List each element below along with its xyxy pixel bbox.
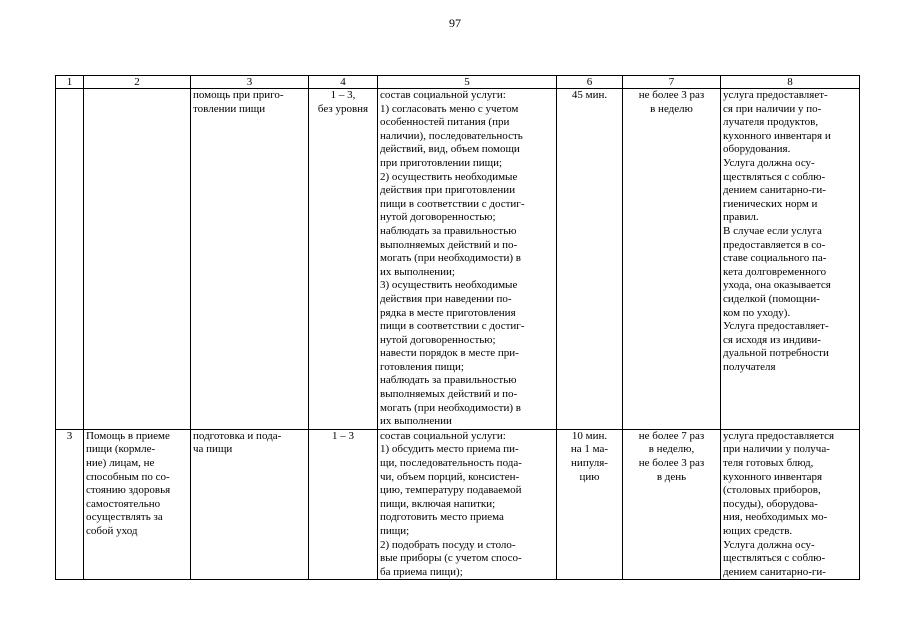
- text-line: предоставляется в со-: [723, 238, 826, 251]
- page-number: 97: [449, 16, 461, 30]
- text-line: 10 мин.: [571, 429, 608, 442]
- text-line: теля готовых блюд,: [723, 457, 814, 470]
- text-line: осуществлять за: [86, 511, 163, 524]
- text-line: подготовить место приема: [380, 511, 504, 524]
- service-content: [193, 89, 306, 116]
- text-line: щи, последовательность пода-: [380, 457, 522, 470]
- column-header: 7: [623, 76, 721, 89]
- text-line: Услуга должна осу-: [723, 538, 815, 551]
- text-line: готовления пищи;: [380, 360, 464, 373]
- text-line: при приготовлении пищи;: [380, 156, 503, 169]
- text-line: навести порядок в месте при-: [380, 347, 519, 360]
- text-line: рядка в месте приготовления: [380, 306, 516, 319]
- text-line: действия при наведении по-: [380, 292, 512, 305]
- text-line: кухонного инвентаря: [723, 470, 823, 483]
- text-line: их выполнении;: [380, 265, 455, 278]
- row-number: [58, 430, 81, 444]
- row-number-cell: [56, 89, 84, 430]
- conditions-text: [723, 89, 857, 374]
- text-line: ком по уходу).: [723, 306, 791, 319]
- text-line: лучателя продуктов,: [723, 116, 819, 129]
- level-cell: [309, 429, 378, 580]
- text-line: в неделю: [650, 102, 693, 115]
- level-value: [311, 89, 375, 116]
- service-content-cell: [191, 429, 309, 580]
- text-line: без уровня: [317, 102, 369, 115]
- column-header: 6: [557, 76, 623, 89]
- text-line: цию, температуру подаваемой: [380, 484, 522, 497]
- text-line: получателя: [723, 360, 776, 373]
- text-line: оборудования.: [723, 143, 791, 156]
- text-line: услуга предоставляется: [723, 429, 835, 442]
- duration-cell: [557, 429, 623, 580]
- text-line: пищи (кормле-: [86, 443, 156, 456]
- text-line: 1 – 3: [332, 429, 354, 442]
- text-line: Услуга предоставляет-: [723, 320, 829, 333]
- services-table: [55, 75, 860, 580]
- text-line: 3) осуществить необходимые: [380, 279, 518, 292]
- text-line: ча пищи: [193, 443, 233, 456]
- text-line: дуальной потребности: [723, 347, 829, 360]
- composition-text: [380, 430, 554, 580]
- text-line: на 1 ма-: [570, 443, 609, 456]
- header-row: [56, 76, 860, 89]
- text-line: выполняемых действий и по-: [380, 388, 518, 401]
- frequency-cell: [623, 429, 721, 580]
- level-value: [311, 430, 375, 444]
- text-line: вые приборы (с учетом спосо-: [380, 552, 522, 565]
- text-line: цию: [579, 470, 600, 483]
- text-line: 1 – 3,: [330, 89, 356, 101]
- conditions-cell: [721, 89, 860, 430]
- text-line: стоянию здоровья: [86, 484, 171, 497]
- text-line: нипуля-: [571, 457, 608, 470]
- text-line: наблюдать за правильностью: [380, 374, 517, 387]
- text-line: их выполнении: [380, 415, 452, 428]
- text-line: в день: [656, 470, 687, 483]
- text-line: состав социальной услуги:: [380, 429, 506, 442]
- column-header: 8: [721, 76, 860, 89]
- text-line: пищи, включая напитки;: [380, 497, 496, 510]
- composition-cell: [378, 89, 557, 430]
- text-line: действия при приготовлении: [380, 184, 516, 197]
- text-line: ся исходя из индиви-: [723, 333, 821, 346]
- text-line: ба приема пищи);: [380, 565, 463, 578]
- text-line: товлении пищи: [193, 102, 266, 115]
- table-row: [56, 89, 860, 430]
- text-line: дением санитарно-ги-: [723, 565, 826, 578]
- duration-value: [559, 430, 620, 484]
- text-line: действий, вид, объем помощи: [380, 143, 520, 156]
- duration-value: [559, 89, 620, 103]
- text-line: могать (при необходимости) в: [380, 401, 521, 414]
- text-line: выполняемых действий и по-: [380, 238, 518, 251]
- row-number-cell: [56, 429, 84, 580]
- text-line: ся при наличии у по-: [723, 102, 822, 115]
- text-line: 1) согласовать меню с учетом: [380, 102, 519, 115]
- composition-text: [380, 89, 554, 429]
- text-line: пищи в соответствии с достиг-: [380, 320, 525, 333]
- text-line: Услуга должна осу-: [723, 156, 815, 169]
- text-line: пищи в соответствии с достиг-: [380, 197, 525, 210]
- frequency-value: [625, 89, 718, 116]
- composition-cell: [378, 429, 557, 580]
- text-line: В случае если услуга: [723, 224, 822, 237]
- text-line: ние) лицам, не: [86, 457, 155, 470]
- conditions-text: [723, 430, 857, 580]
- text-line: ществляться с соблю-: [723, 170, 826, 183]
- text-line: особенностей питания (при: [380, 116, 510, 129]
- service-name-cell: [84, 89, 191, 430]
- text-line: правил.: [723, 211, 759, 224]
- text-line: нутой договоренностью;: [380, 333, 496, 346]
- text-line: посуды), оборудова-: [723, 497, 818, 510]
- text-line: (столовых приборов,: [723, 484, 821, 497]
- text-line: ющих средств.: [723, 525, 793, 537]
- text-line: ния, необходимых мо-: [723, 511, 828, 524]
- text-line: не более 7 раз: [638, 429, 705, 442]
- text-line: состав социальной услуги:: [380, 89, 506, 101]
- text-line: самостоятельно: [86, 497, 161, 510]
- conditions-cell: [721, 429, 860, 580]
- text-line: способным по со-: [86, 470, 170, 483]
- text-line: помощь при приго-: [193, 89, 284, 101]
- service-content: [193, 430, 306, 457]
- text-line: не более 3 раз: [638, 89, 705, 101]
- text-line: в неделю,: [648, 443, 695, 456]
- text-line: 45 мин.: [571, 89, 608, 101]
- text-line: сиделкой (помощни-: [723, 292, 820, 305]
- text-line: ществляться с соблю-: [723, 552, 826, 565]
- text-line: 3: [66, 429, 73, 442]
- text-line: наличии), последовательность: [380, 129, 523, 142]
- text-line: чи, объем порций, консистен-: [380, 470, 520, 483]
- column-header: 1: [56, 76, 84, 89]
- column-header: 5: [378, 76, 557, 89]
- text-line: гиенических норм и: [723, 197, 818, 210]
- text-line: подготовка и пода-: [193, 429, 282, 442]
- frequency-cell: [623, 89, 721, 430]
- column-header: 2: [84, 76, 191, 89]
- text-line: дением санитарно-ги-: [723, 184, 826, 197]
- duration-cell: [557, 89, 623, 430]
- text-line: нутой договоренностью;: [380, 211, 496, 224]
- text-line: 2) осуществить необходимые: [380, 170, 518, 183]
- service-name-cell: [84, 429, 191, 580]
- text-line: при наличии у получа-: [723, 443, 830, 456]
- frequency-value: [625, 430, 718, 484]
- text-line: услуга предоставляет-: [723, 89, 828, 101]
- text-line: могать (при необходимости) в: [380, 252, 521, 265]
- text-line: ставе социального па-: [723, 252, 827, 265]
- service-name: [86, 430, 188, 539]
- text-line: 1) обсудить место приема пи-: [380, 443, 519, 456]
- level-cell: [309, 89, 378, 430]
- column-header: 4: [309, 76, 378, 89]
- text-line: пищи;: [380, 525, 410, 537]
- text-line: Помощь в приеме: [86, 429, 170, 442]
- service-content-cell: [191, 89, 309, 430]
- text-line: собой уход: [86, 525, 138, 537]
- column-header: 3: [191, 76, 309, 89]
- text-line: ухода, она оказывается: [723, 279, 831, 292]
- text-line: не более 3 раз: [638, 457, 705, 470]
- table-row: [56, 429, 860, 580]
- text-line: 2) подобрать посуду и столо-: [380, 538, 516, 551]
- text-line: кета долговременного: [723, 265, 827, 278]
- text-line: наблюдать за правильностью: [380, 224, 517, 237]
- text-line: кухонного инвентаря и: [723, 129, 831, 142]
